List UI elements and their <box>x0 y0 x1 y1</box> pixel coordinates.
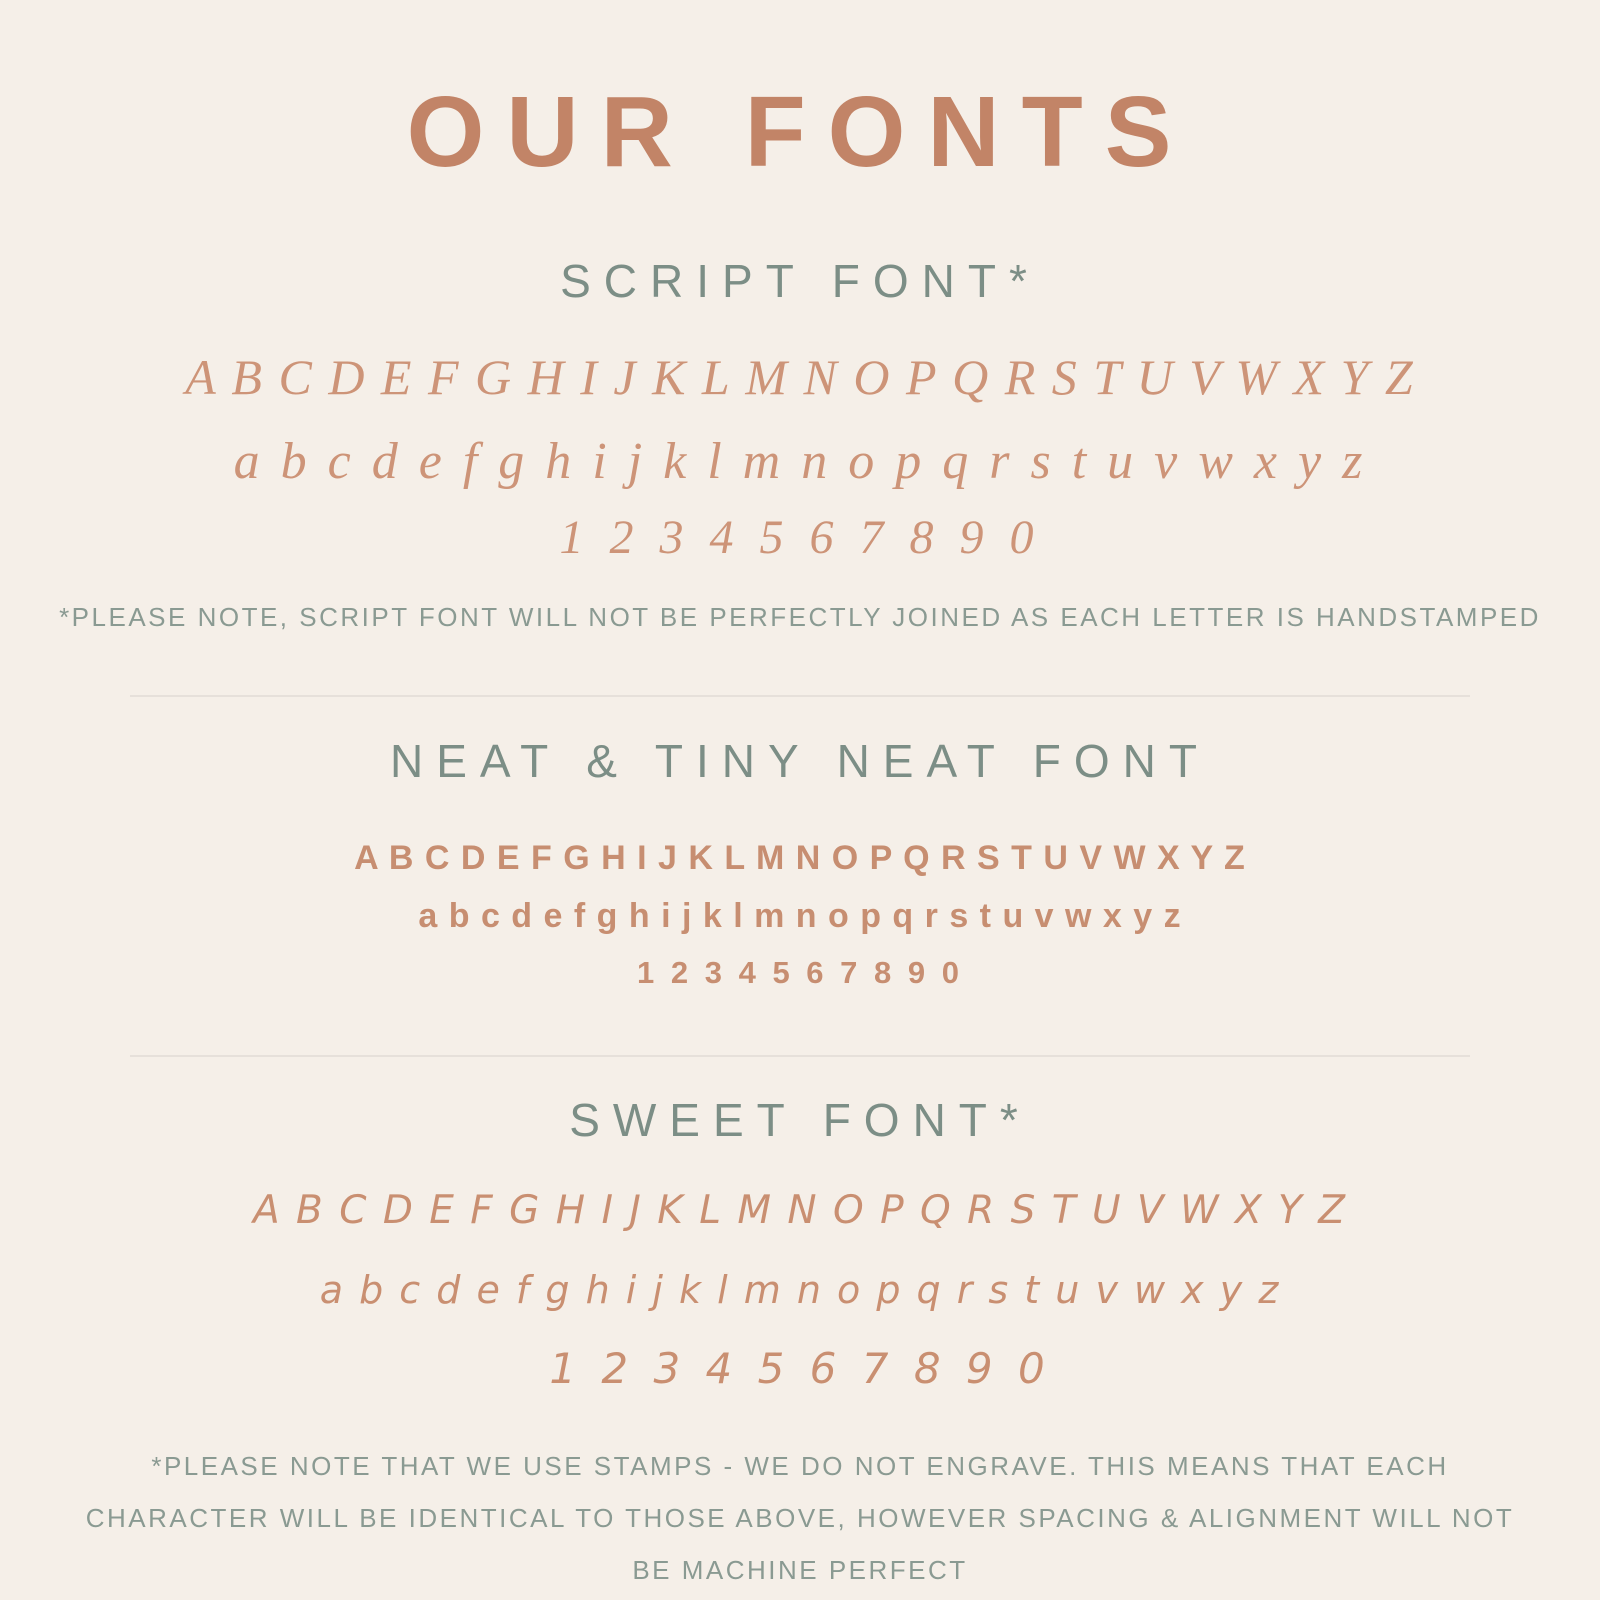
script-font-numbers-sample: 1 2 3 4 5 6 7 8 9 0 <box>559 511 1041 564</box>
footer-note: *PLEASE NOTE THAT WE USE STAMPS - WE DO NOT ENGRAVE. THIS MEANS THAT EACH CHARACTER WILL BE IDENTICAL TO THOSE ABOVE, HOWEVER SPACING & ALIGNMENT WILL NOT BE MACHINE PERFECT <box>85 1451 1515 1585</box>
script-font-uppercase-sample: A B C D E F G H I J K L M N O P Q R S T U V W X Y Z <box>185 349 1415 405</box>
section-divider <box>130 695 1470 697</box>
sweet-font-lowercase-sample: a b c d e f g h i j k l m n o p q r s t u v w x y z <box>319 1268 1281 1312</box>
neat-font-lowercase-sample: a b c d e f g h i j k l m n o p q r s t u v w x y z <box>418 897 1182 935</box>
script-font-lowercase-sample: a b c d e f g h i j k l m n o p q r s t u v w x y z <box>233 433 1367 490</box>
section-divider <box>130 1055 1470 1057</box>
neat-font-uppercase-sample: A B C D E F G H I J K L M N O P Q R S T U V W X Y Z <box>354 839 1246 877</box>
page-title: OUR FONTS <box>406 76 1194 188</box>
neat-font-numbers-sample: 1 2 3 4 5 6 7 8 9 0 <box>637 955 963 990</box>
sweet-font-numbers-sample: 1 2 3 4 5 6 7 8 9 0 <box>549 1344 1051 1393</box>
neat-font-heading: NEAT & TINY NEAT FONT <box>390 735 1210 787</box>
sweet-font-heading: SWEET FONT* <box>569 1094 1031 1146</box>
script-font-note: *PLEASE NOTE, SCRIPT FONT WILL NOT BE PERFECTLY JOINED AS EACH LETTER IS HANDSTAMPED <box>59 602 1541 632</box>
script-font-heading: SCRIPT FONT* <box>560 255 1040 307</box>
sweet-font-uppercase-sample: A B C D E F G H I J K L M N O P Q R S T U V W X Y Z <box>252 1188 1347 1233</box>
